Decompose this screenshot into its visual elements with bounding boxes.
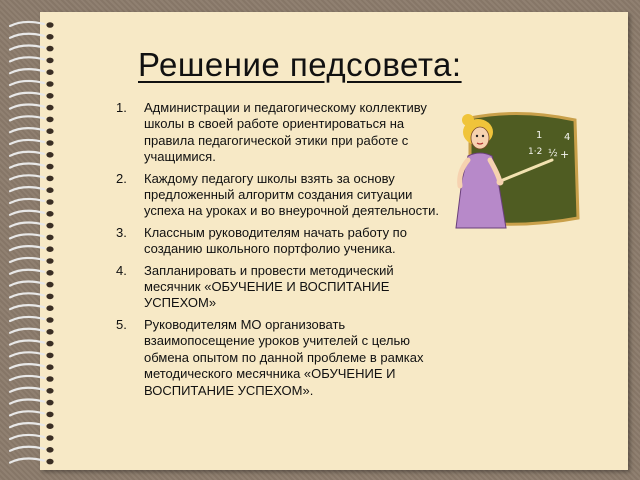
binding-ring [10, 34, 54, 40]
chalk-number: 1 [536, 130, 543, 141]
binding-ring [10, 352, 54, 358]
list-item [116, 263, 446, 312]
binding-ring [10, 81, 54, 87]
binding-ring [10, 423, 54, 429]
binding-ring [10, 329, 54, 335]
list-item [116, 317, 446, 399]
binding-ring [10, 46, 54, 52]
binding-ring [10, 305, 54, 311]
chalk-number: ½ [548, 148, 558, 159]
binding-ring [10, 199, 54, 205]
binding-ring [10, 317, 54, 323]
list-item [116, 225, 446, 258]
binding-ring [10, 93, 54, 99]
binding-ring [10, 435, 54, 441]
binding-ring [10, 152, 54, 158]
list-item-text: Классным руководителям начать работу по созданию школьного портфолио ученика. [144, 224, 407, 257]
binding-ring [10, 341, 54, 347]
list-item-number: 1. [116, 100, 127, 115]
binding-ring [10, 140, 54, 146]
list-item-text: Администрации и педагогическому коллективу школы в своей работе ориентироваться на правила педагогической этики при работе с учащимися. [144, 100, 427, 165]
binding-ring [10, 270, 54, 276]
binding-ring [10, 459, 54, 465]
binding-ring [10, 246, 54, 252]
binding-ring [10, 411, 54, 417]
binding-ring [10, 400, 54, 406]
decision-list [116, 100, 446, 404]
list-item-number: 3. [116, 224, 127, 240]
binding-ring [10, 187, 54, 193]
binding-ring [10, 211, 54, 217]
chalk-number: 1·2 [528, 147, 543, 157]
binding-ring [10, 282, 54, 288]
list-item-number: 5. [116, 316, 127, 332]
binding-ring [10, 128, 54, 134]
binding-ring [10, 116, 54, 122]
chalk-number: 4 [564, 132, 571, 143]
list-item-text: Руководителям МО организовать взаимопосещение уроков учителей с целью обмена опытом по данной проблеме в рамках методического месячника «ОБУЧЕНИЕ И ВОСПИТАНИЕ УСПЕХОМ». [144, 316, 424, 398]
binding-ring [10, 164, 54, 170]
binding-ring [10, 57, 54, 63]
binding-ring [10, 364, 54, 370]
slide-title: Решение педсовета: [138, 46, 462, 83]
list-item [116, 171, 446, 220]
list-item-text: Каждому педагогу школы взять за основу предложенный алгоритм создания ситуации успеха на уроках и во внеурочной деятельности. [144, 170, 439, 219]
binding-ring [10, 223, 54, 229]
binding-ring [10, 105, 54, 111]
binding-ring [10, 258, 54, 264]
binding-ring [10, 175, 54, 181]
binding-ring [10, 69, 54, 75]
binding-ring [10, 447, 54, 453]
list-item [116, 100, 446, 166]
list-item-text: Запланировать и провести методический месячник «ОБУЧЕНИЕ И ВОСПИТАНИЕ УСПЕХОМ» [144, 262, 394, 311]
binding-ring [10, 388, 54, 394]
list-item-number: 2. [116, 170, 127, 186]
binding-ring [10, 234, 54, 240]
list-item-number: 4. [116, 262, 127, 278]
binding-ring [10, 376, 54, 382]
binding-ring [10, 22, 54, 28]
spiral-binding-icon [6, 12, 66, 470]
chalk-number: + [560, 148, 570, 161]
face [471, 127, 489, 149]
teacher-clipart-icon [440, 110, 580, 230]
binding-ring [10, 293, 54, 299]
